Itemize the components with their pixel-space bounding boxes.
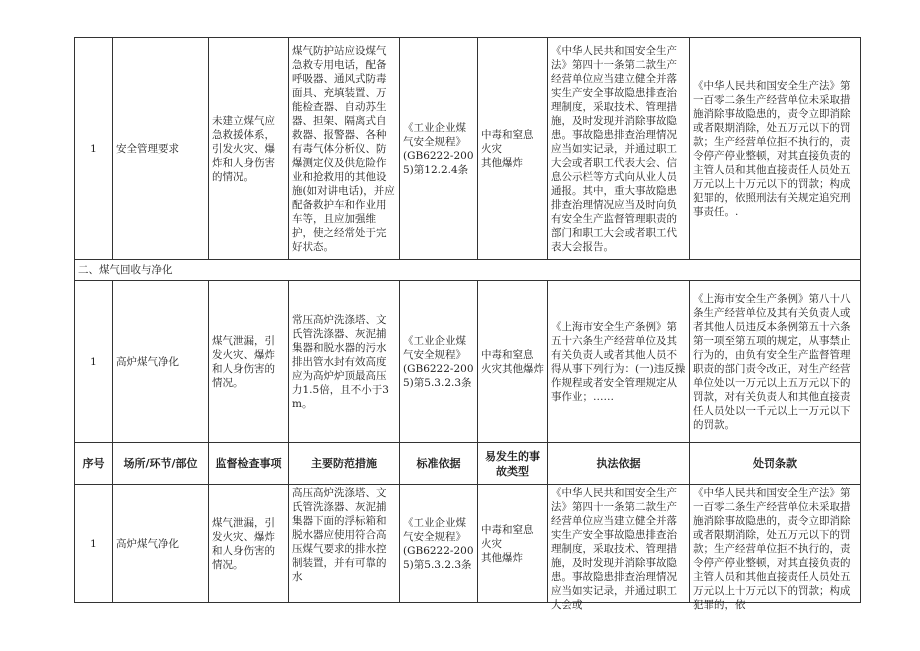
standard-cell: 《工业企业煤气安全规程》(GB6222-2005)第5.3.2.3条 (400, 281, 478, 443)
penalty-cell (690, 485, 861, 611)
penalty-text: 《中华人民共和国安全生产法》第一百零二条生产经营单位未采取措施消除事故隐患的，责令立即消除或者限期消除，处五万元以下的罚款；生产经营单位拒不执行的，责令停产停业整顿，对其直接负责的主管人员和其他直接责任人员处五万元以上十万元以下的罚款；构成犯罪的，依 (693, 487, 851, 611)
row-index: 1 (75, 38, 113, 260)
inspection-item-cell: 煤气泄漏，引发火灾、爆炸和人身伤害的情况。 (209, 281, 289, 443)
measures-cell: 常压高炉洗涤塔、文氏管洗涤器、灰泥捕集器和脱水器的污水排出管水封有效高度应为高炉炉顶最高压力1.5倍，且不小于3m。 (289, 281, 400, 443)
measures-text: 高压高炉洗涤塔、文氏管洗涤器、灰泥捕集器下面的浮标箱和脱水器应使用符合高压煤气要求的排水控制装置，并有可靠的水 (292, 487, 387, 583)
accident-type-cell: 中毒和窒息 火灾 其他爆炸 (478, 38, 548, 260)
table-row (75, 38, 861, 260)
law-basis-cell (548, 485, 690, 611)
header-accident: 易发生的事故类型 (478, 443, 548, 485)
section-row (75, 260, 861, 281)
table-header-row (75, 443, 861, 485)
header-location: 场所/环节/部位 (113, 443, 209, 485)
inspection-item-cell: 煤气泄漏，引发火灾、爆炸和人身伤害的情况。 (209, 485, 289, 603)
header-item: 监督检查事项 (209, 443, 289, 485)
measures-cell (289, 485, 400, 603)
penalty-cell: 《中华人民共和国安全生产法》第一百零二条生产经营单位未采取措施消除事故隐患的，责令立即消除或者限期消除，处五万元以下的罚款；生产经营单位拒不执行的，责令停产停业整顿，对其直接负责的主管人员和其他直接责任人员处五万元以上十万元以下的罚款；构成犯罪的，依照刑法有关规定追究刑事责任。. (690, 38, 861, 260)
measures-cell: 煤气防护站应设煤气急救专用电话，配备呼吸器、通风式防毒面具、充填装置、万能检查器、自动苏生器、担架、隔离式自救器、报警器、各种有毒气体分析仪、防爆测定仪及供危险作业和抢救用的其他设施(如对讲电话)，并应配备救护车和作业用车等，且应加强维护，使之经常处于完好状态。 (289, 38, 400, 260)
law-text: 《中华人民共和国安全生产法》第四十一条第二款生产经营单位应当建立健全并落实生产安全事故隐患排查治理制度，采取技术、管理措施，及时发现并消除事故隐患。事故隐患排查治理情况应当如实记录，并通过职工大会或 (551, 487, 677, 611)
penalty-cell: 《上海市安全生产条例》第八十八条生产经营单位及其有关负责人或者其他人员违反本条例第五十六条第一项至第五项的规定，从事禁止行为的，由负有安全生产监督管理职责的部门责令改正，对生产经营单位处以一万元以上五万元以下的罚款，对有关负责人和其他直接责任人员处以一千元以上一万元以下的罚款。 (690, 281, 861, 443)
table-row (75, 281, 861, 443)
header-law: 执法依据 (548, 443, 690, 485)
row-index: 1 (75, 485, 113, 603)
accident-type-cell: 中毒和窒息 火灾 其他爆炸 (478, 485, 548, 603)
table-row (75, 485, 861, 603)
location-cell: 高炉煤气净化 (113, 281, 209, 443)
header-penalty: 处罚条款 (690, 443, 861, 485)
regulation-table (74, 37, 861, 611)
header-standard: 标准依据 (400, 443, 478, 485)
accident-type-cell: 中毒和窒息 火灾其他爆炸 (478, 281, 548, 443)
header-index: 序号 (75, 443, 113, 485)
location-cell: 安全管理要求 (113, 38, 209, 260)
location-cell: 高炉煤气净化 (113, 485, 209, 603)
standard-cell: 《工业企业煤气安全规程》(GB6222-2005)第12.2.4条 (400, 38, 478, 260)
law-basis-cell: 《中华人民共和国安全生产法》第四十一条第二款生产经营单位应当建立健全并落实生产安全事故隐患排查治理制度，采取技术、管理措施，及时发现并消除事故隐患。事故隐患排查治理情况应当如实记录，并通过职工大会或者职工代表大会、信息公示栏等方式向从业人员通报。其中，重大事故隐患排查治理情况应当及时向负有安全生产监督管理职责的部门和职工大会或者职工代表大会报告。 (548, 38, 690, 260)
inspection-item-cell: 未建立煤气应急救援体系，引发火灾、爆炸和人身伤害的情况。 (209, 38, 289, 260)
row-index: 1 (75, 281, 113, 443)
section-title: 二、煤气回收与净化 (75, 260, 861, 281)
law-basis-cell: 《上海市安全生产条例》第五十六条生产经营单位及其有关负责人或者其他人员不得从事下列行为：(一)违反操作规程或者安全管理规定从事作业；…… (548, 281, 690, 443)
header-measures: 主要防范措施 (289, 443, 400, 485)
standard-cell: 《工业企业煤气安全规程》(GB6222-2005)第5.3.2.3条 (400, 485, 478, 603)
